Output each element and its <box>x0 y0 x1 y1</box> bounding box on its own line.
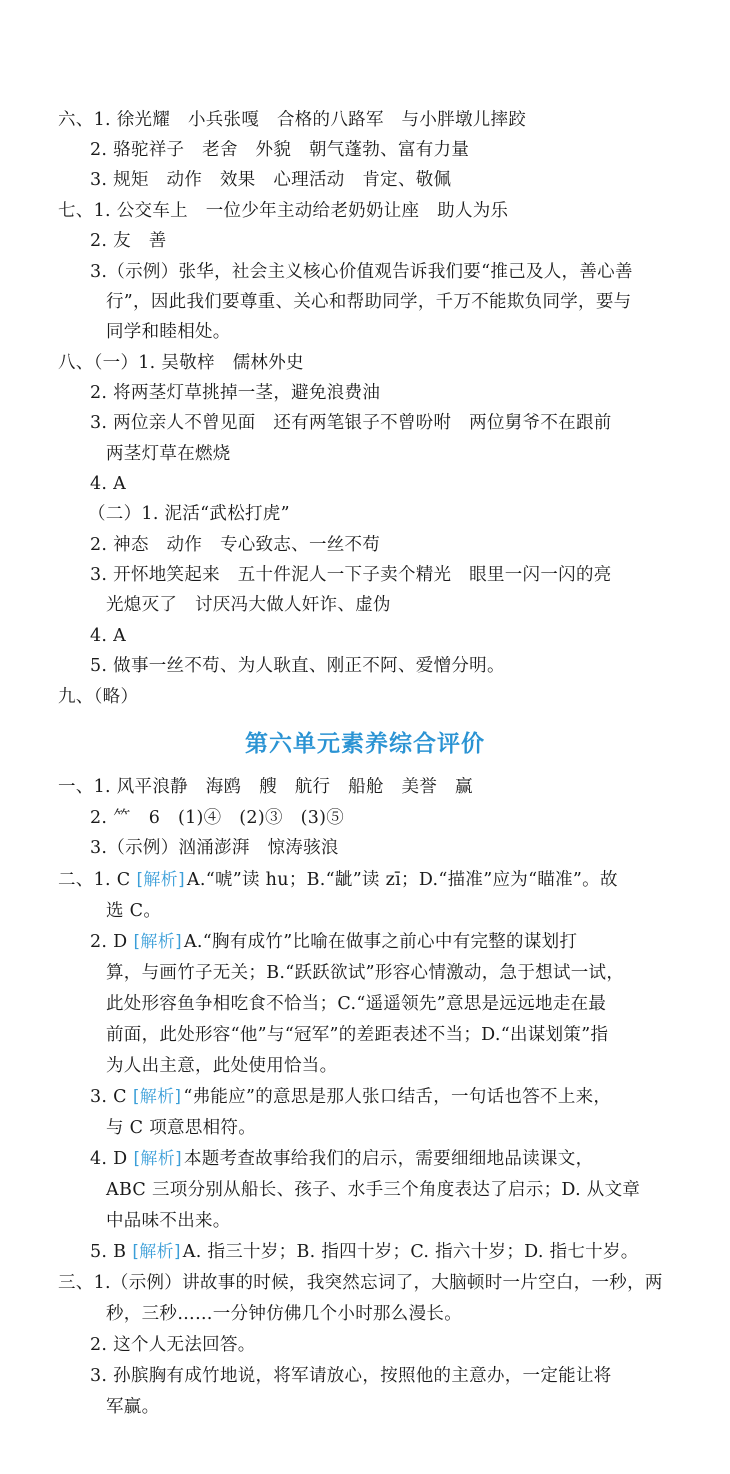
s7-line-4: 行”，因此我们要尊重、关心和帮助同学，千万不能欺负同学，要与 <box>106 292 632 312</box>
s6-line-2: 2. 骆驼祥子 老舍 外貌 朝气蓬勃、富有力量 <box>90 140 470 160</box>
u2-q4-head: 4. D <box>90 1149 128 1169</box>
u2-q5-text-a: A. 指三十岁；B. 指四十岁；C. 指六十岁；D. 指七十岁。 <box>182 1242 639 1262</box>
analysis-tag: [解析] <box>136 870 185 890</box>
s8-line-4: 两茎灯草在燃烧 <box>106 444 231 464</box>
s6-line-3: 3. 规矩 动作 效果 心理活动 肯定、敬佩 <box>90 170 452 190</box>
s8-line-11: 5. 做事一丝不苟、为人耿直、刚正不阿、爱憎分明。 <box>90 656 505 676</box>
u2-q2-line-1 <box>90 928 722 956</box>
u3-line-5: 军赢。 <box>106 1397 160 1417</box>
analysis-tag: [解析] <box>132 1087 182 1107</box>
u2-q2-line-5: 为人出主意，此处使用恰当。 <box>106 1056 338 1076</box>
analysis-tag: [解析] <box>133 1149 182 1169</box>
s6-line-1: 六、1. 徐光耀 小兵张嘎 合格的八路军 与小胖墩儿摔跤 <box>58 110 527 130</box>
s7-line-5: 同学和睦相处。 <box>106 322 231 342</box>
u2-q2-head: 2. D <box>90 932 128 952</box>
s8-line-2: 2. 将两茎灯草挑掉一茎，避免浪费油 <box>90 383 381 403</box>
u2-q3-line-2: 与 C 项意思相符。 <box>106 1118 257 1138</box>
u2-q4-line-1 <box>90 1145 722 1173</box>
s8-line-5: 4. A <box>90 474 127 494</box>
u2-q5-head: 5. B <box>90 1242 127 1262</box>
u2-q4-line-3: 中品味不出来。 <box>106 1211 231 1231</box>
s9-line-1: 九、（略） <box>58 687 139 707</box>
u2-q2-text-a: A.“胸有成竹”比喻在做事之前心中有完整的谋划打 <box>183 932 578 952</box>
u2-q5-line-1 <box>90 1238 722 1266</box>
analysis-tag: [解析] <box>133 932 182 952</box>
u3-line-3: 2. 这个人无法回答。 <box>90 1335 256 1355</box>
u2-q1-line-2: 选 C。 <box>106 901 162 921</box>
s7-line-1: 七、1. 公交车上 一位少年主动给老奶奶让座 助人为乐 <box>58 201 509 221</box>
u1-line-2: 2. ⺮ 6 (1)④ (2)③ (3)⑤ <box>90 808 345 828</box>
u2-q4-text-a: 本题考查故事给我们的启示，需要细细地品读课文， <box>183 1149 594 1169</box>
s8-line-8: 3. 开怀地笑起来 五十件泥人一下子卖个精光 眼里一闪一闪的亮 <box>90 565 612 585</box>
u2-q3-head: 3. C <box>90 1087 127 1107</box>
s8-line-6: （二）1. 泥活“武松打虎” <box>88 504 290 524</box>
u2-q1-line-1 <box>58 866 722 894</box>
u2-q2-line-2: 算，与画竹子无关；B.“跃跃欲试”形容心情激动，急于想试一试， <box>106 963 625 983</box>
u2-q4-line-2: ABC 三项分别从船长、孩子、水手三个角度表达了启示；D. 从文章 <box>106 1180 641 1200</box>
u2-q3-text-a: “弗能应”的意思是那人张口结舌，一句话也答不上来， <box>183 1087 612 1107</box>
s8-line-9: 光熄灭了 讨厌冯大做人奸诈、虚伪 <box>106 595 391 615</box>
u2-q2-line-3: 此处形容鱼争相吃食不恰当；C.“遥遥领先”意思是远远地走在最 <box>106 994 607 1014</box>
u2-q2-line-4: 前面，此处形容“他”与“冠军”的差距表述不当；D.“出谋划策”指 <box>106 1025 609 1045</box>
u1-line-3: 3.（示例）汹涌澎湃 惊涛骇浪 <box>90 838 339 858</box>
s8-line-7: 2. 神态 动作 专心致志、一丝不苟 <box>90 535 381 555</box>
u3-line-4: 3. 孙膑胸有成竹地说，将军请放心，按照他的主意办，一定能让将 <box>90 1366 612 1386</box>
analysis-tag: [解析] <box>132 1242 181 1262</box>
s7-line-2: 2. 友 善 <box>90 231 167 251</box>
u2-q1-head: 二、1. C <box>58 870 131 890</box>
unit-title: 第六单元素养综合评价 <box>245 731 485 757</box>
s7-line-3: 3.（示例）张华，社会主义核心价值观告诉我们要“推己及人，善心善 <box>90 262 633 282</box>
u2-q3-line-1 <box>90 1083 722 1111</box>
s8-line-3: 3. 两位亲人不曾见面 还有两笔银子不曾吩咐 两位舅爷不在跟前 <box>90 413 612 433</box>
u2-q1-text-a: A.“唬”读 hu；B.“龇”读 zī；D.“描准”应为“瞄准”。故 <box>186 870 618 890</box>
s8-line-1: 八、（一）1. 吴敬梓 儒林外史 <box>58 353 304 373</box>
u1-line-1: 一、1. 风平浪静 海鸥 艘 航行 船舱 美誉 赢 <box>58 777 473 797</box>
u3-line-1: 三、1.（示例）讲故事的时候，我突然忘词了，大脑顿时一片空白，一秒，两 <box>58 1273 663 1293</box>
s8-line-10: 4. A <box>90 626 127 646</box>
u3-line-2: 秒，三秒……一分钟仿佛几个小时那么漫长。 <box>106 1304 462 1324</box>
